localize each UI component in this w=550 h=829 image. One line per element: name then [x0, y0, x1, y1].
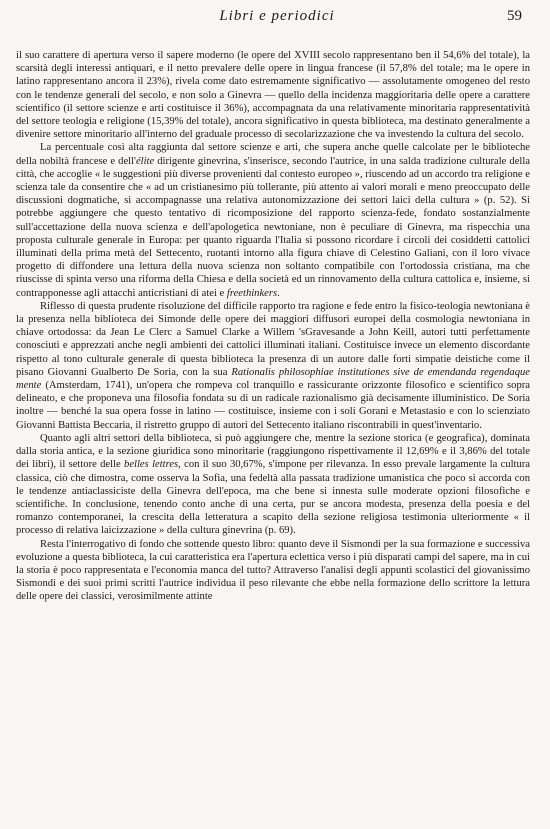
- text-run: Riflesso di questa prudente risoluzione del difficile rapporto tra ragione e fede entro la fisico-teologia newtoniana è la presenza nella biblioteca dei Simonde delle opere dei maggiori diffusori europei della cosmologia newtoniana in chiave ortodossa: da Jean Le Clerc a Samuel Clarke a Willem 'sGravesande a John Keill, autori tutti perfettamente conosciuti e apprezzati anche negli ambienti dei cattolici illuminati italiani. Costituisce invece un elemento discordante rispetto al tono culturale generale di questa biblioteca la presenza di un autore dalle forti simpatie deistiche come il pisano Giovanni Gualberto De Soria, con la sua: [16, 300, 530, 378]
- paragraph: [16, 432, 530, 538]
- text-run: , con il suo 30,67%, s'impone per rilevanza. In esso prevale largamente la cultura classica, ciò che dimostra, come osserva la Sofia, una fedeltà alla passata tradizione umanistica che poco si accorda con le tendenze antiaclassiciste della Ginevra dell'epoca, ma che bene si innesta sulle moderate opzioni filosofiche e scientifiche. In conclusione, tenendo conto anche di una certa, pur se ancora modesta, presenza della poesia e del romanzo contemporanei, la crescita della letteratura a scapito della sezione religiosa testimonia ulteriormente « il processo di relativa laicizzazione » della cultura ginevrina (p. 69).: [16, 459, 530, 537]
- text-run: La percentuale così alta raggiunta dal settore scienze e arti, che supera anche quelle calcolate per le biblioteche della nobiltà francese e dell': [16, 142, 530, 167]
- paragraph: [16, 49, 530, 141]
- paragraph: [16, 300, 530, 432]
- text-run: Resta l'interrogativo di fondo che sottende questo libro: quanto deve il Sismondi per la sua formazione e successiva evoluzione a questa biblioteca, la cui caratteristica era l'apertura eclettica verso i più disparati campi del sapere, ma in cui la storia è poco rappresentata e l'economia manca del tutto? Attraverso l'analisi degli appunti scolastici del giovanissimo Sismondi e dei suoi primi scritti l'autrice individua il peso rilevante che ebbe nella formazione dello scrittore la lettura delle opere dei classici, verosimilmente attinte: [16, 538, 530, 603]
- italic-text: freethinkers: [226, 287, 278, 299]
- text-run: il suo carattere di apertura verso il sapere moderno (le opere del XVIII secolo rappresentano ben il 54,6% del totale), la scarsità degli interessi antiquari, e il netto prevalere delle opere in lingua francese (il 57,8% del totale; ma le opere in latino rappresentano ancora il 23%), rivela come dato estremamente significativo — assolutamente omogeneo del resto con le tendenze generali del secolo, e non solo a Ginevra — quello della incidenza maggioritaria delle opere a carattere scientifico (il settore scienze e arti costituisce il 36%), accompagnata da una relativamente minoritaria rappresentatività del settore teologia e religione (15,39% del totale), ancora significativo in questa biblioteca, ma destinato generalmente a divenire settore minoritario all'interno del graduale processo di secolarizzazione che va investendo la cultura del secolo.: [16, 50, 530, 141]
- page-header: [32, 8, 522, 32]
- text-run: dirigente ginevrina, s'inserisce, secondo l'autrice, in una salda tradizione culturale della città, che accoglie « le suggestioni più diverse provenienti dal contesto europeo », riuscendo ad un accordo tra religione e scienza tale da consentire che « ad un cristianesimo più tollerante, più attento ai valori morali e meno preoccupato delle discussioni dogmatiche, si accompagnasse una relativa autonomizzazione dei settori laici della cultura » (p. 52). Si potrebbe aggiungere che questo tentativo di ricomposizione del rapporto scienza-fede, fondato sostanzialmente sull'accettazione della nuova scienza e dell'apologetica newtoniane, non è peculiare di Ginevra, ma rispecchia una proposta culturale generale in Europa: per quanto riguarda l'Italia si possono ricordare i circoli dei cosiddetti cattolici illuminati della prima metà del Settecento, ruotanti intorno alla figura chiave di Celestino Galiani, con il loro vivace progetto di diffondere una lettura della nuova scienza non soltanto compatibile con l'ortodossia cristiana, ma che riuscisse di spinta verso una riforma della Chiesa e della società ed un rinnovamento della cultura cattolica e, insieme, si contrapponesse agli attacchi anticristiani di atei e: [16, 155, 530, 299]
- italic-text: élite: [135, 155, 155, 167]
- running-title: Libri e periodici: [219, 8, 335, 24]
- paragraph: [16, 538, 530, 604]
- paragraph: [16, 141, 530, 299]
- text-run: .: [277, 287, 280, 299]
- page-number: 59: [507, 8, 522, 24]
- italic-text: Rationalis philosophiae institutiones sive de emendanda regendaque mente: [16, 366, 530, 392]
- text-run: (Amsterdam, 1741), un'opera che rompeva col tranquillo e rassicurante orizzonte filosofico e scientifico sopra delineato, e che proponeva una filosofia fondata su di un radicale razionalismo già decisamente illuministico. De Soria inoltre — benché la sua opera fosse in latino — costituisce, insieme con i soli Gorani e Metastasio e con lo scienziato Giovanni Battista Beccaria, il ristretto gruppo di autori del Settecento italiano riscontrabili in quest'inventario.: [16, 380, 530, 431]
- body-text: [16, 49, 530, 604]
- text-run: Quanto agli altri settori della biblioteca, si può aggiungere che, mentre la sezione storica (e geografica), dominata dalla storia antica, e la sezione giuridica sono minoritarie (raggiungono rispettivamente il 12,69% e il 3,86% del totale dei libri), il settore delle: [16, 432, 530, 471]
- italic-text: belles lettres: [124, 459, 179, 471]
